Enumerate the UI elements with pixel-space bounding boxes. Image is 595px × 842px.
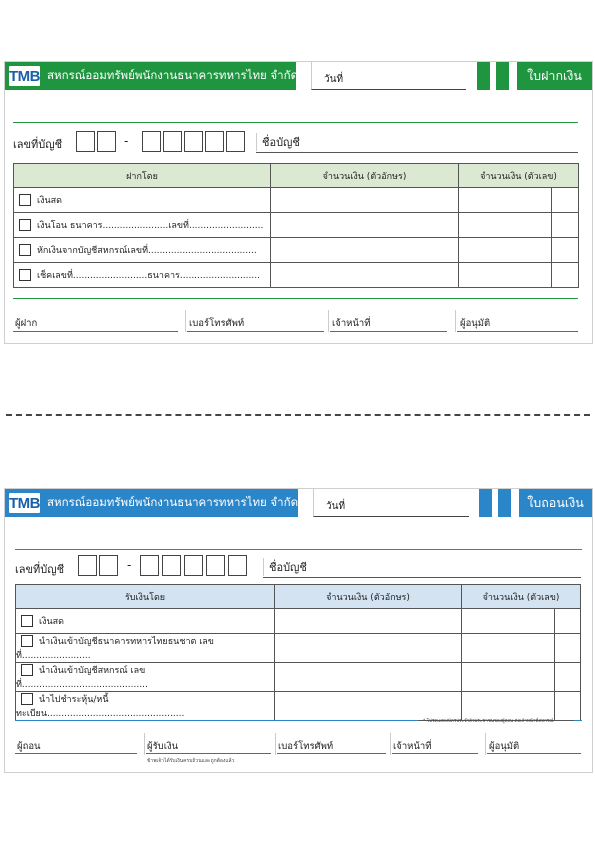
phone-label: เบอร์โทรศัพท์ xyxy=(189,318,245,329)
checkbox[interactable] xyxy=(21,664,33,676)
separator xyxy=(328,310,329,332)
receiver-note: ข้าพเจ้าได้รับเงินครบถ้วนและถูกต้องแล้ว xyxy=(147,758,235,764)
amount-number-cell[interactable] xyxy=(459,188,552,213)
amount-words-cell[interactable] xyxy=(271,238,459,263)
amount-decimal-cell[interactable] xyxy=(552,238,579,263)
amount-number-cell[interactable] xyxy=(462,663,555,692)
col-method-header: รับเงินโดย xyxy=(16,585,275,609)
account-no-box[interactable] xyxy=(226,131,245,152)
date-label: วันที่ xyxy=(324,74,344,85)
amount-decimal-cell[interactable] xyxy=(555,663,581,692)
deposit-method-table xyxy=(13,163,579,288)
separator xyxy=(485,733,486,755)
officer-line[interactable] xyxy=(330,331,447,332)
amount-decimal-cell[interactable] xyxy=(552,188,579,213)
col-amount-number-header: จำนวนเงิน (ตัวเลข) xyxy=(462,585,581,609)
divider xyxy=(574,720,582,721)
account-no-box[interactable] xyxy=(163,131,182,152)
separator xyxy=(144,733,145,755)
tmb-logo: TMB xyxy=(9,494,40,512)
officer-label: เจ้าหน้าที่ xyxy=(332,318,371,329)
header-stripe xyxy=(496,62,509,90)
row-label: นำเงินเข้าบัญชีสหกรณ์ เลขที่............................................ xyxy=(16,666,148,690)
withdrawer-signature-line[interactable] xyxy=(15,753,137,754)
account-no-label: เลขที่บัญชี xyxy=(13,138,63,151)
account-no-box[interactable] xyxy=(162,555,181,576)
amount-words-cell[interactable] xyxy=(275,609,462,634)
form-title: ใบฝากเงิน xyxy=(517,62,592,90)
table-row xyxy=(14,238,579,263)
phone-line[interactable] xyxy=(187,331,324,332)
table-row xyxy=(14,188,579,213)
header-stripe xyxy=(477,62,490,90)
account-no-box[interactable] xyxy=(142,131,161,152)
checkbox[interactable] xyxy=(19,194,31,206)
receiver-signature-line[interactable] xyxy=(146,753,271,754)
phone-label: เบอร์โทรศัพท์ xyxy=(278,741,334,752)
amount-decimal-cell[interactable] xyxy=(552,213,579,238)
separator xyxy=(275,733,276,755)
amount-decimal-cell[interactable] xyxy=(555,634,581,663)
table-row xyxy=(16,609,581,634)
account-no-box[interactable] xyxy=(205,131,224,152)
amount-number-cell[interactable] xyxy=(459,263,552,288)
col-method-header: ฝากโดย xyxy=(14,164,271,188)
checkbox[interactable] xyxy=(21,635,33,647)
amount-decimal-cell[interactable] xyxy=(555,692,581,721)
account-no-separator: - xyxy=(127,558,132,572)
checkbox[interactable] xyxy=(21,693,33,705)
tmb-logo: TMB xyxy=(9,67,40,85)
divider xyxy=(15,720,418,721)
amount-words-cell[interactable] xyxy=(275,663,462,692)
account-no-box[interactable] xyxy=(206,555,225,576)
officer-label: เจ้าหน้าที่ xyxy=(393,741,432,752)
amount-words-cell[interactable] xyxy=(275,634,462,663)
account-name-label: ชื่อบัญชี xyxy=(263,558,307,576)
approver-line[interactable] xyxy=(457,331,578,332)
separator xyxy=(185,310,186,332)
header-stripe xyxy=(498,489,511,517)
amount-words-cell[interactable] xyxy=(271,263,459,288)
account-no-box[interactable] xyxy=(76,131,95,152)
withdrawal-form xyxy=(4,488,593,773)
amount-number-cell[interactable] xyxy=(459,213,552,238)
deposit-form xyxy=(4,61,593,344)
account-no-separator: - xyxy=(124,134,129,148)
phone-line[interactable] xyxy=(277,753,386,754)
amount-words-cell[interactable] xyxy=(271,188,459,213)
withdrawer-signature-label: ผู้ถอน xyxy=(17,741,41,752)
withdrawal-header-banner xyxy=(5,489,298,517)
account-no-box[interactable] xyxy=(78,555,97,576)
account-name-line[interactable] xyxy=(263,577,581,578)
id-card-note: * โปรดแสดงบัตรประจำตัวประชาชนของผู้ถอน ต่อเจ้าหน้าที่สหกรณ์ xyxy=(423,719,554,724)
divider xyxy=(15,549,582,550)
deposit-header-banner xyxy=(5,62,299,90)
account-no-box[interactable] xyxy=(97,131,116,152)
col-amount-number-header: จำนวนเงิน (ตัวเลข) xyxy=(459,164,579,188)
row-label: หักเงินจากบัญชีสหกรณ์เลขที่...................................... xyxy=(37,246,257,256)
coop-name: สหกรณ์ออมทรัพย์พนักงานธนาคารทหารไทย จำกัด xyxy=(47,495,299,509)
row-label: นำไปชำระหุ้น/หนี้ ทะเบียน................................................ xyxy=(16,695,185,719)
checkbox[interactable] xyxy=(19,244,31,256)
cut-line xyxy=(6,414,590,416)
date-field[interactable] xyxy=(311,62,466,90)
separator xyxy=(455,310,456,332)
date-label: วันที่ xyxy=(326,501,346,512)
account-no-box[interactable] xyxy=(140,555,159,576)
amount-number-cell[interactable] xyxy=(459,238,552,263)
checkbox[interactable] xyxy=(21,615,33,627)
col-amount-words-header: จำนวนเงิน (ตัวอักษร) xyxy=(275,585,462,609)
divider xyxy=(13,298,578,299)
approver-line[interactable] xyxy=(487,753,581,754)
account-no-box[interactable] xyxy=(99,555,118,576)
withdrawal-method-table xyxy=(15,584,581,721)
approver-label: ผู้อนุมัติ xyxy=(489,741,520,752)
col-amount-words-header: จำนวนเงิน (ตัวอักษร) xyxy=(271,164,459,188)
account-name-line[interactable] xyxy=(256,152,578,153)
row-label: เงินโอน ธนาคาร.......................เลขที่.......................... xyxy=(37,221,264,231)
depositor-signature-line[interactable] xyxy=(13,331,178,332)
row-label: เช็คเลขที่..........................ธนาคาร............................ xyxy=(37,271,260,281)
table-row xyxy=(14,213,579,238)
amount-words-cell[interactable] xyxy=(271,213,459,238)
checkbox[interactable] xyxy=(19,269,31,281)
header-stripe xyxy=(479,489,492,517)
approver-label: ผู้อนุมัติ xyxy=(460,318,491,329)
row-label: เงินสด xyxy=(37,196,62,206)
table-row xyxy=(16,663,581,692)
amount-decimal-cell[interactable] xyxy=(555,609,581,634)
depositor-signature-label: ผู้ฝาก xyxy=(15,318,38,329)
amount-number-cell[interactable] xyxy=(462,609,555,634)
row-label: เงินสด xyxy=(39,617,64,627)
amount-number-cell[interactable] xyxy=(462,634,555,663)
account-no-box[interactable] xyxy=(184,131,203,152)
table-row xyxy=(14,263,579,288)
table-row xyxy=(16,634,581,663)
amount-decimal-cell[interactable] xyxy=(552,263,579,288)
account-name-label: ชื่อบัญชี xyxy=(256,133,300,151)
separator xyxy=(390,733,391,755)
account-no-box[interactable] xyxy=(228,555,247,576)
checkbox[interactable] xyxy=(19,219,31,231)
divider xyxy=(13,122,578,123)
account-no-label: เลขที่บัญชี xyxy=(15,563,65,576)
receiver-signature-label: ผู้รับเงิน xyxy=(147,741,179,752)
row-label: นำเงินเข้าบัญชีธนาคารทหารไทยธนชาต เลขที่........................ xyxy=(16,637,214,661)
form-title: ใบถอนเงิน xyxy=(519,489,592,517)
date-field[interactable] xyxy=(313,489,469,517)
coop-name: สหกรณ์ออมทรัพย์พนักงานธนาคารทหารไทย จำกัด xyxy=(47,68,299,82)
account-no-box[interactable] xyxy=(184,555,203,576)
officer-line[interactable] xyxy=(392,753,478,754)
